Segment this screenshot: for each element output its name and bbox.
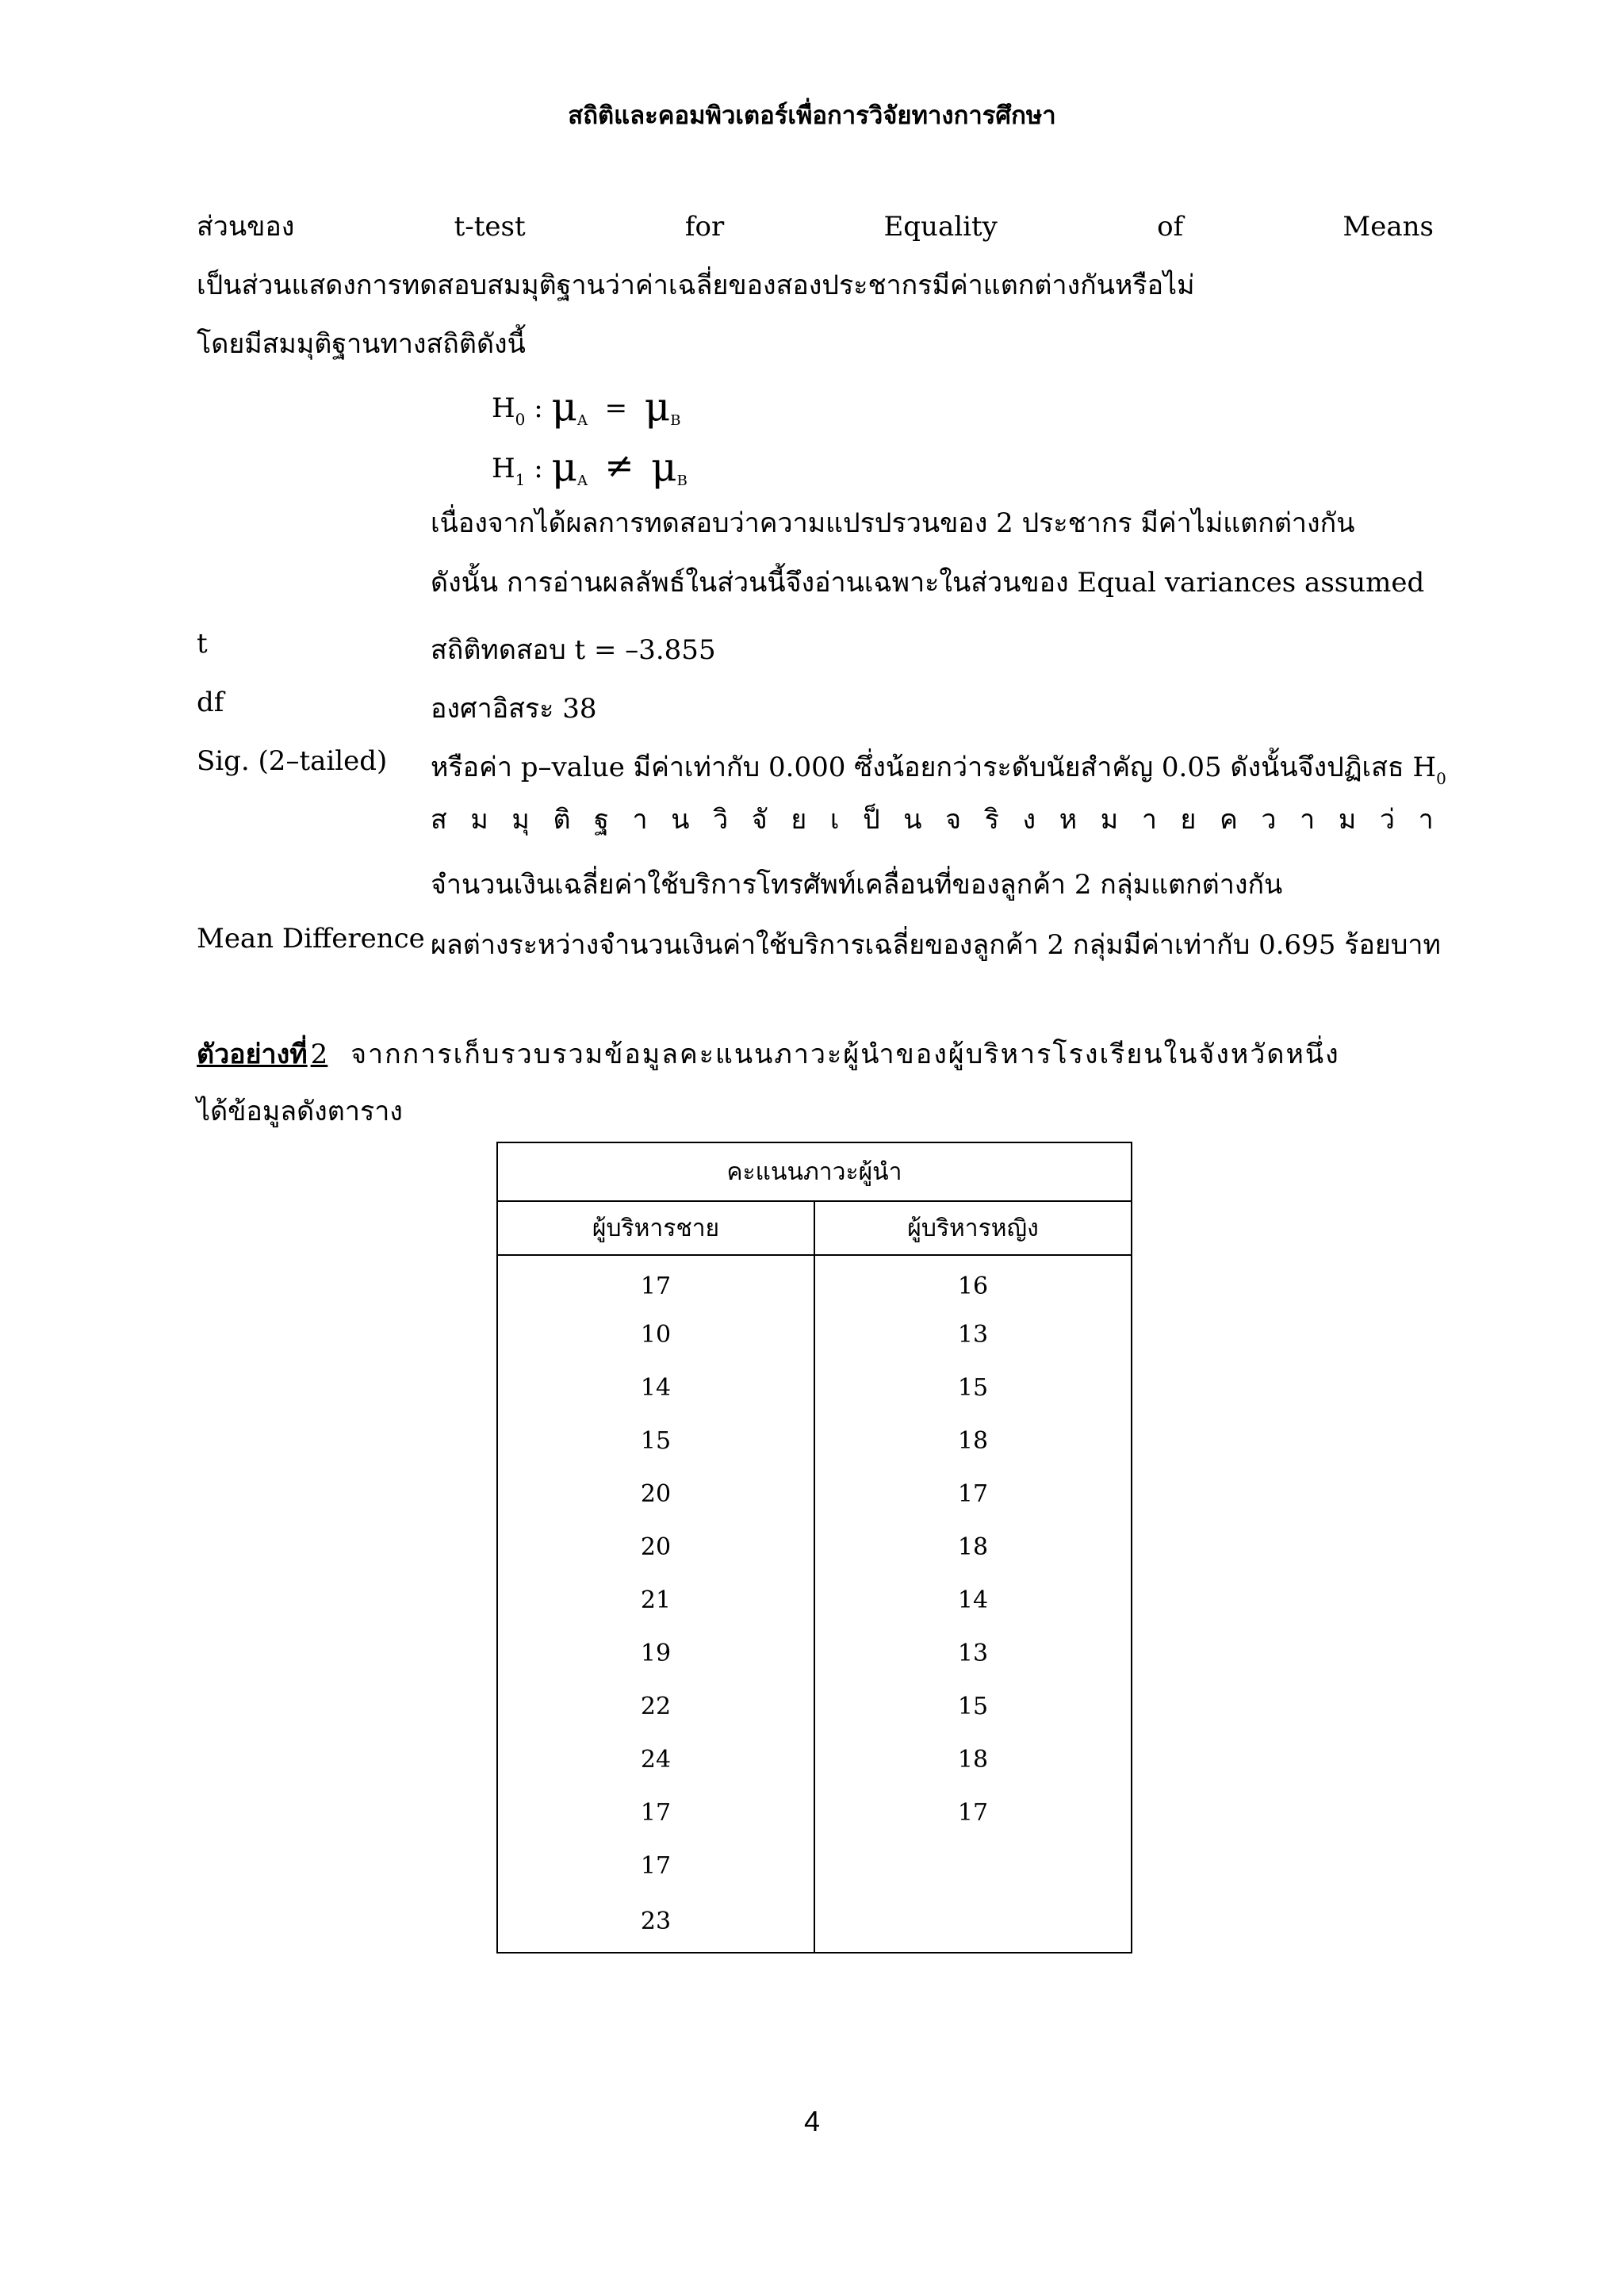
section-description-line1: เป็นส่วนแสดงการทดสอบสมมุติฐานว่าค่าเฉลี่ยของสองประชากรมีค่าแตกต่างกันหรือไม่ bbox=[197, 270, 1195, 301]
section-heading bbox=[197, 211, 1434, 243]
hypothesis-alternative: $H_1$ : $\mu_A \ne \mu_B$ bbox=[492, 444, 688, 490]
row-text-sig-line1: หรือค่า p–value มีค่าเท่ากับ 0.000 ซึ่งน้อยกว่าระดับนัยสำคัญ 0.05 ดังนั้นจึงปฏิเสธ $H_0$ bbox=[431, 752, 1446, 788]
table-row: 20 18 bbox=[497, 1521, 1132, 1574]
heading-word: Equality bbox=[883, 211, 998, 243]
table-row: 17 17 bbox=[497, 1786, 1132, 1839]
example-text-line2: ได้ข้อมูลดังตาราง bbox=[197, 1096, 403, 1127]
heading-word: of bbox=[1157, 211, 1184, 243]
hypothesis-null: $H_0$ : $\mu_A = \mu_B$ bbox=[492, 384, 681, 430]
table-row: 20 17 bbox=[497, 1468, 1132, 1521]
row-label-t: t bbox=[197, 628, 208, 660]
section-description-line2: โดยมีสมมุติฐานทางสถิติดังนี้ bbox=[197, 328, 526, 360]
table-row: 23 bbox=[497, 1892, 1132, 1953]
table-row: 15 18 bbox=[497, 1414, 1132, 1468]
example-number: 2 bbox=[310, 1039, 328, 1070]
row-label-df: df bbox=[197, 687, 224, 718]
table-row: 19 13 bbox=[497, 1627, 1132, 1680]
page-number: 4 bbox=[803, 2105, 821, 2137]
example-text: จากการเก็บรวบรวมข้อมูลคะแนนภาวะผู้นำของผู้บริหารโรงเรียนในจังหวัดหนึ่ง bbox=[350, 1039, 1340, 1070]
column-header-female: ผู้บริหารหญิง bbox=[814, 1201, 1132, 1255]
table-row: 10 13 bbox=[497, 1308, 1132, 1361]
heading-word: Means bbox=[1342, 211, 1434, 243]
row-text-sig-line3: จำนวนเงินเฉลี่ยค่าใช้บริการโทรศัพท์เคลื่อนที่ของลูกค้า 2 กลุ่มแตกต่างกัน bbox=[431, 869, 1283, 901]
table-row: 24 18 bbox=[497, 1733, 1132, 1786]
note-line1: เนื่องจากได้ผลการทดสอบว่าความแปรปรวนของ 2 ประชากร มีค่าไม่แตกต่างกัน bbox=[431, 507, 1355, 539]
row-label-mean-difference: Mean Difference bbox=[197, 923, 425, 955]
row-text-t: สถิติทดสอบ t = –3.855 bbox=[431, 634, 716, 666]
row-text-sig-line2: ส ม มุ ติ ฐ า น วิ จั ย เ ป็ น จ ริ ง ห ม า ย ค ว า ม ว่ า bbox=[431, 804, 1434, 836]
row-label-sig: Sig. (2–tailed) bbox=[197, 745, 388, 777]
example-heading bbox=[197, 1039, 1434, 1071]
table-row: 22 15 bbox=[497, 1680, 1132, 1733]
row-text-df: องศาอิสระ 38 bbox=[431, 693, 597, 725]
table-row: 17 bbox=[497, 1839, 1132, 1892]
heading-word: ส่วนของ bbox=[197, 211, 295, 243]
column-header-male: ผู้บริหารชาย bbox=[497, 1201, 814, 1255]
table-title: คะแนนภาวะผู้นำ bbox=[497, 1142, 1132, 1201]
page-header-title: สถิติและคอมพิวเตอร์เพื่อการวิจัยทางการศึกษา bbox=[568, 101, 1056, 130]
row-text-mean-difference: ผลต่างระหว่างจำนวนเงินค่าใช้บริการเฉลี่ยของลูกค้า 2 กลุ่มมีค่าเท่ากับ 0.695 ร้อยบาท bbox=[431, 929, 1441, 961]
table-row: 17 16 bbox=[497, 1255, 1132, 1308]
leadership-score-table bbox=[496, 1142, 1132, 1954]
heading-word: t-test bbox=[454, 211, 526, 243]
example-title: ตัวอย่างที่ bbox=[197, 1039, 308, 1070]
note-line2: ดังนั้น การอ่านผลลัพธ์ในส่วนนี้จึงอ่านเฉพาะในส่วนของ Equal variances assumed bbox=[431, 567, 1425, 599]
table-row: 21 14 bbox=[497, 1574, 1132, 1627]
heading-word: for bbox=[684, 211, 725, 243]
table-row: 14 15 bbox=[497, 1361, 1132, 1414]
